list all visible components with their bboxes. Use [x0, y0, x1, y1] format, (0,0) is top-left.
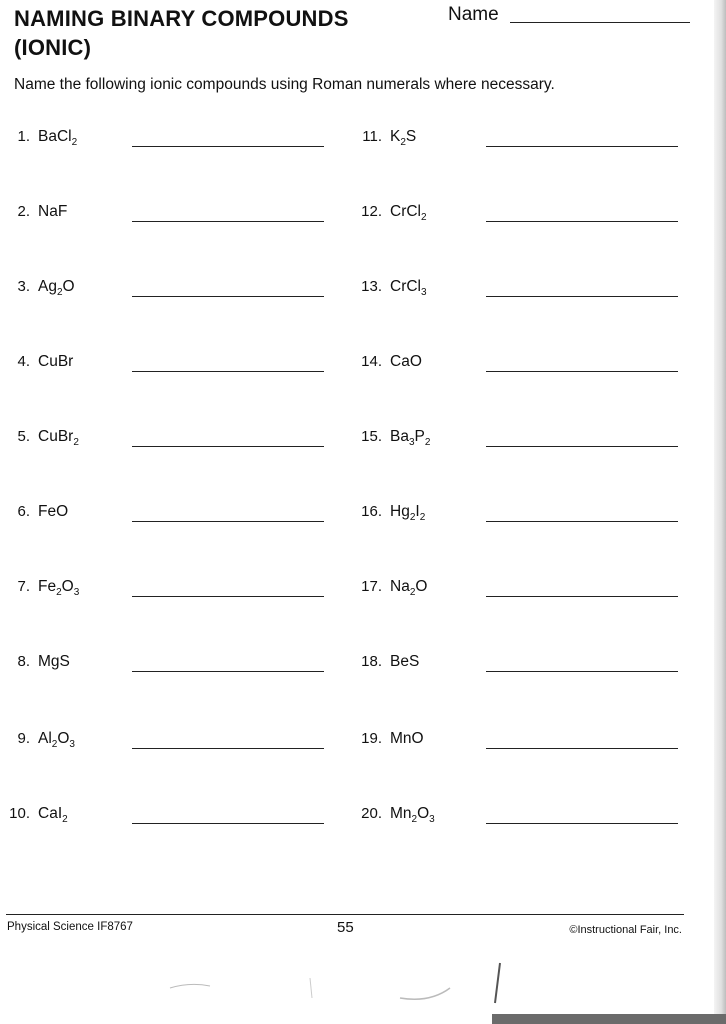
- item-number: 4.: [17, 353, 30, 370]
- answer-blank[interactable]: [486, 371, 678, 372]
- compound-formula: CuBr: [38, 353, 74, 370]
- item-number: 8.: [17, 653, 30, 670]
- compound-item: [352, 278, 692, 302]
- answer-blank[interactable]: [486, 521, 678, 522]
- compound-item: [352, 128, 692, 152]
- item-number: 18.: [361, 653, 382, 670]
- item-number: 13.: [361, 278, 382, 295]
- item-number: 12.: [361, 203, 382, 220]
- item-number: 9.: [17, 730, 30, 747]
- compound-formula: $Al_2O_3$: [38, 730, 75, 751]
- item-number: 15.: [361, 428, 382, 445]
- compound-item: [352, 203, 692, 227]
- compound-item: [352, 730, 692, 754]
- item-number: 16.: [361, 503, 382, 520]
- item-number: 10.: [9, 805, 30, 822]
- item-number: 2.: [17, 203, 30, 220]
- compound-item: [0, 128, 340, 152]
- answer-blank[interactable]: [486, 823, 678, 824]
- answer-blank[interactable]: [132, 296, 324, 297]
- compound-formula: CrCl$_2$: [390, 203, 427, 224]
- compound-item: [0, 653, 340, 677]
- compound-item: [0, 503, 340, 527]
- compound-item: [0, 353, 340, 377]
- title-line-1: NAMING BINARY COMPOUNDS: [14, 6, 349, 31]
- scan-smudge: [150, 958, 530, 1008]
- compound-formula: CaO: [390, 353, 422, 370]
- compound-item: [0, 578, 340, 602]
- scan-border: [492, 1014, 726, 1024]
- compound-item: [352, 805, 692, 829]
- compound-item: [352, 653, 692, 677]
- answer-blank[interactable]: [486, 446, 678, 447]
- item-number: 6.: [17, 503, 30, 520]
- item-number: 3.: [17, 278, 30, 295]
- answer-blank[interactable]: [132, 823, 324, 824]
- page-title: [14, 4, 349, 62]
- answer-blank[interactable]: [132, 221, 324, 222]
- name-label: Name: [448, 4, 499, 25]
- answer-blank[interactable]: [132, 596, 324, 597]
- answer-blank[interactable]: [486, 671, 678, 672]
- compound-formula: BaCl$_2$: [38, 128, 78, 149]
- compound-formula: CrCl$_3$: [390, 278, 427, 299]
- item-number: 11.: [362, 128, 382, 145]
- compound-formula: CaI$_2$: [38, 805, 68, 826]
- compound-formula: MgS: [38, 653, 70, 670]
- compound-formula: $Ag_2O$: [38, 278, 75, 299]
- compound-formula: BeS: [390, 653, 420, 670]
- compound-formula: $Mn_2O_3$: [390, 805, 435, 826]
- compound-item: [0, 730, 340, 754]
- item-number: 5.: [17, 428, 30, 445]
- compound-item: [0, 278, 340, 302]
- compound-item: [0, 428, 340, 452]
- instructions: Name the following ionic compounds using Roman numerals where necessary.: [14, 76, 555, 93]
- compound-formula: MnO: [390, 730, 424, 747]
- footer-copyright: ©Instructional Fair, Inc.: [569, 924, 682, 936]
- answer-blank[interactable]: [486, 221, 678, 222]
- item-number: 14.: [361, 353, 382, 370]
- page-edge-shadow: [714, 0, 726, 1024]
- compound-item: [352, 578, 692, 602]
- item-number: 20.: [361, 805, 382, 822]
- item-number: 19.: [361, 730, 382, 747]
- answer-blank[interactable]: [132, 748, 324, 749]
- answer-blank[interactable]: [486, 596, 678, 597]
- compound-item: [352, 428, 692, 452]
- answer-blank[interactable]: [132, 446, 324, 447]
- footer-publication: Physical Science IF8767: [7, 921, 133, 933]
- answer-blank[interactable]: [132, 521, 324, 522]
- answer-blank[interactable]: [486, 296, 678, 297]
- name-field[interactable]: [510, 22, 690, 23]
- compound-formula: $Fe_2O_3$: [38, 578, 80, 599]
- answer-blank[interactable]: [132, 671, 324, 672]
- compound-formula: NaF: [38, 203, 68, 220]
- answer-blank[interactable]: [486, 748, 678, 749]
- item-number: 7.: [17, 578, 30, 595]
- compound-item: [352, 503, 692, 527]
- compound-formula: CuBr$_2$: [38, 428, 79, 449]
- compound-formula: $K_2S$: [390, 128, 417, 149]
- compound-item: [0, 805, 340, 829]
- item-number: 17.: [361, 578, 382, 595]
- compound-formula: FeO: [38, 503, 69, 520]
- compound-formula: $Hg_2I_2$: [390, 503, 426, 524]
- answer-blank[interactable]: [486, 146, 678, 147]
- footer-rule: [6, 914, 684, 915]
- item-number: 1.: [17, 128, 30, 145]
- page-number: 55: [337, 919, 354, 936]
- title-line-2: (IONIC): [14, 35, 92, 60]
- answer-blank[interactable]: [132, 146, 324, 147]
- compound-item: [0, 203, 340, 227]
- compound-formula: $Ba_3P_2$: [390, 428, 431, 449]
- answer-blank[interactable]: [132, 371, 324, 372]
- compound-item: [352, 353, 692, 377]
- compound-formula: $Na_2O$: [390, 578, 428, 599]
